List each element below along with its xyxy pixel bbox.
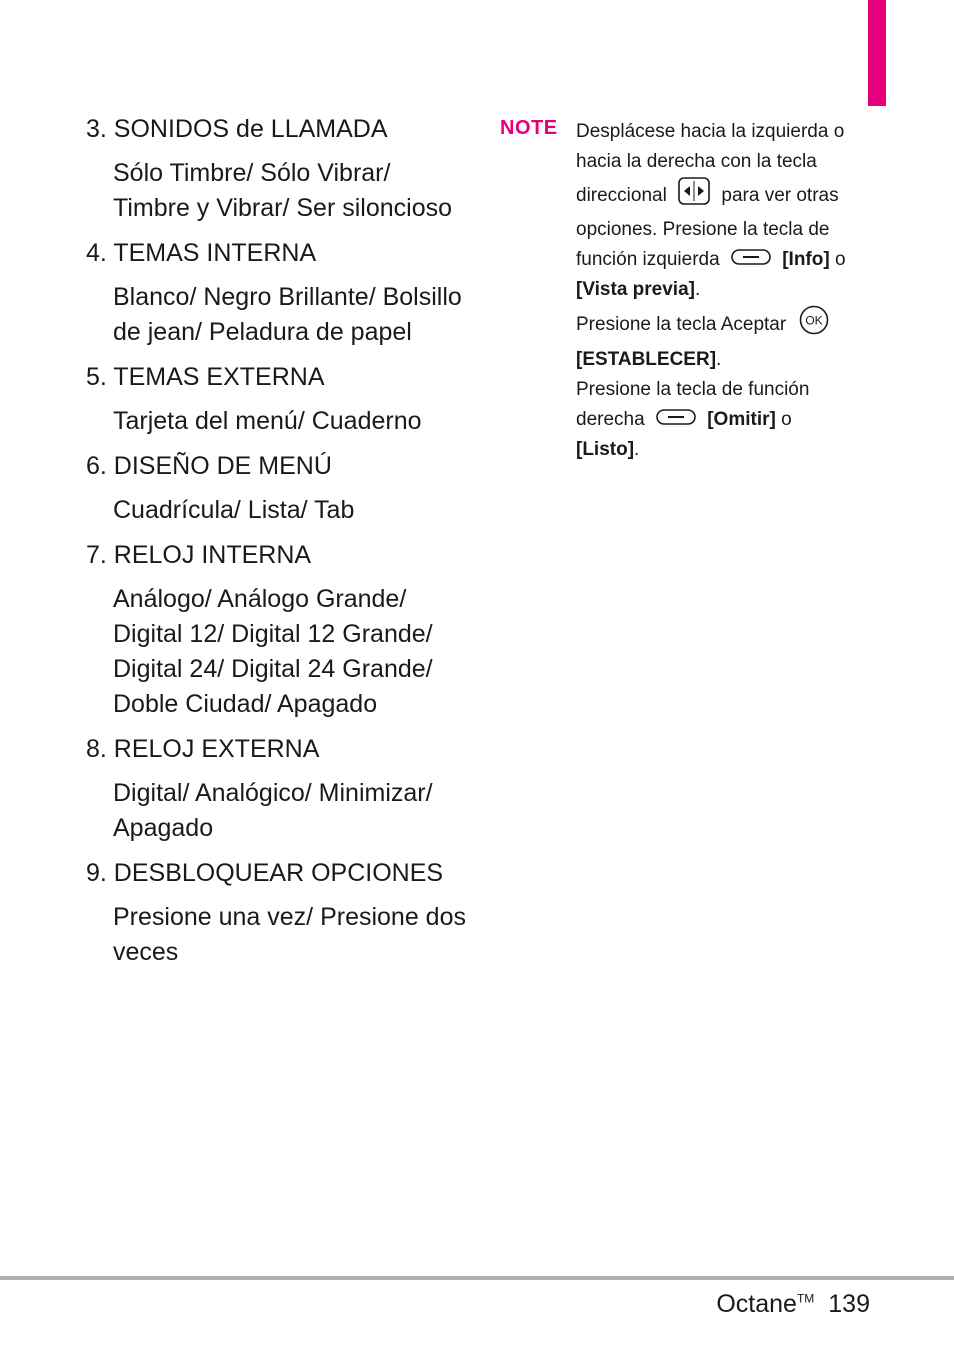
option-line: Digital/ Analógico/ Minimizar/ [113,779,433,807]
note-text-segment: direccional [576,185,667,207]
footer-divider [0,1276,954,1280]
item-heading: 5. TEMAS EXTERNA [86,363,325,391]
item-heading: 3. SONIDOS de LLAMADA [86,115,388,143]
item-heading: 4. TEMAS INTERNA [86,239,317,267]
item-options [113,156,466,226]
option-line: Blanco/ Negro Brillante/ Bolsillo [113,283,462,311]
item-heading: 9. DESBLOQUEAR OPCIONES [86,859,444,887]
note-line [576,245,866,275]
page-number: 139 [828,1290,870,1318]
note-keyword: [Listo] [576,439,635,461]
option-line: Digital 24/ Digital 24 Grande/ [113,655,433,683]
option-line: de jean/ Peladura de papel [113,318,412,346]
note-keyword: [Vista previa] [576,279,695,301]
soft-key-icon [731,245,771,275]
note-keyword: [Omitir] [707,409,776,431]
list-item [86,538,466,722]
note-line [576,345,866,375]
note-line: hacia la derecha con la tecla [576,151,817,172]
list-item [86,449,466,528]
option-line: Apagado [113,814,214,842]
item-options [113,280,466,350]
note-line: opciones. Presione la tecla de [576,219,830,240]
settings-list [86,112,466,980]
option-line: Análogo/ Análogo Grande/ [113,585,407,613]
option-line: Digital 12/ Digital 12 Grande/ [113,620,433,648]
item-heading: 7. RELOJ INTERNA [86,541,312,569]
brand-name [716,1290,814,1319]
item-heading: 8. RELOJ EXTERNA [86,735,320,763]
note-text-segment: . [634,439,640,461]
soft-key-icon [656,405,696,435]
trademark-mark: TM [796,1291,815,1306]
item-heading: 6. DISEÑO DE MENÚ [86,452,332,480]
note-line [576,275,866,305]
option-line: Tarjeta del menú/ Cuaderno [113,407,422,435]
option-line: veces [113,938,179,966]
note-keyword: [Info] [782,249,830,271]
list-item [86,360,466,439]
note-text-segment: o [829,249,846,271]
list-item [86,856,466,970]
note-text-segment: derecha [576,409,645,431]
list-item [86,112,466,226]
note-line: Presione la tecla de función [576,379,810,401]
option-line: Timbre y Vibrar/ Ser siloncioso [113,194,453,222]
option-line: Sólo Timbre/ Sólo Vibrar/ [113,159,391,187]
note-line [576,435,866,465]
note-text-segment: . [716,349,722,371]
page-footer [716,1290,870,1319]
item-options [113,404,466,439]
list-item [86,236,466,350]
brand-text: Octane [716,1290,797,1318]
item-options [113,493,466,528]
note-text-segment: función izquierda [576,249,720,271]
note-label: NOTE [500,117,558,139]
option-line: Presione una vez/ Presione dos [113,903,466,931]
note-line [576,177,866,215]
note-line [576,305,866,345]
accent-tab [868,0,886,106]
note-text-segment: para ver otras [721,185,839,207]
list-item [86,732,466,846]
note-line: Desplácese hacia la izquierda o [576,121,845,142]
item-options [113,582,466,722]
note-text-segment: Presione la tecla Aceptar [576,314,787,336]
note-line [576,405,866,435]
nav-left-right-key-icon [678,177,710,215]
ok-key-label: OK [805,313,824,328]
note-text [576,117,866,465]
ok-key-icon [797,305,831,345]
note-text-segment: . [694,279,701,301]
option-line: Cuadrícula/ Lista/ Tab [113,496,355,524]
note-text-segment: o [775,409,792,431]
option-line: Doble Ciudad/ Apagado [113,690,378,718]
item-options [113,776,466,846]
item-options [113,900,466,970]
note-keyword: [ESTABLECER] [576,349,717,371]
